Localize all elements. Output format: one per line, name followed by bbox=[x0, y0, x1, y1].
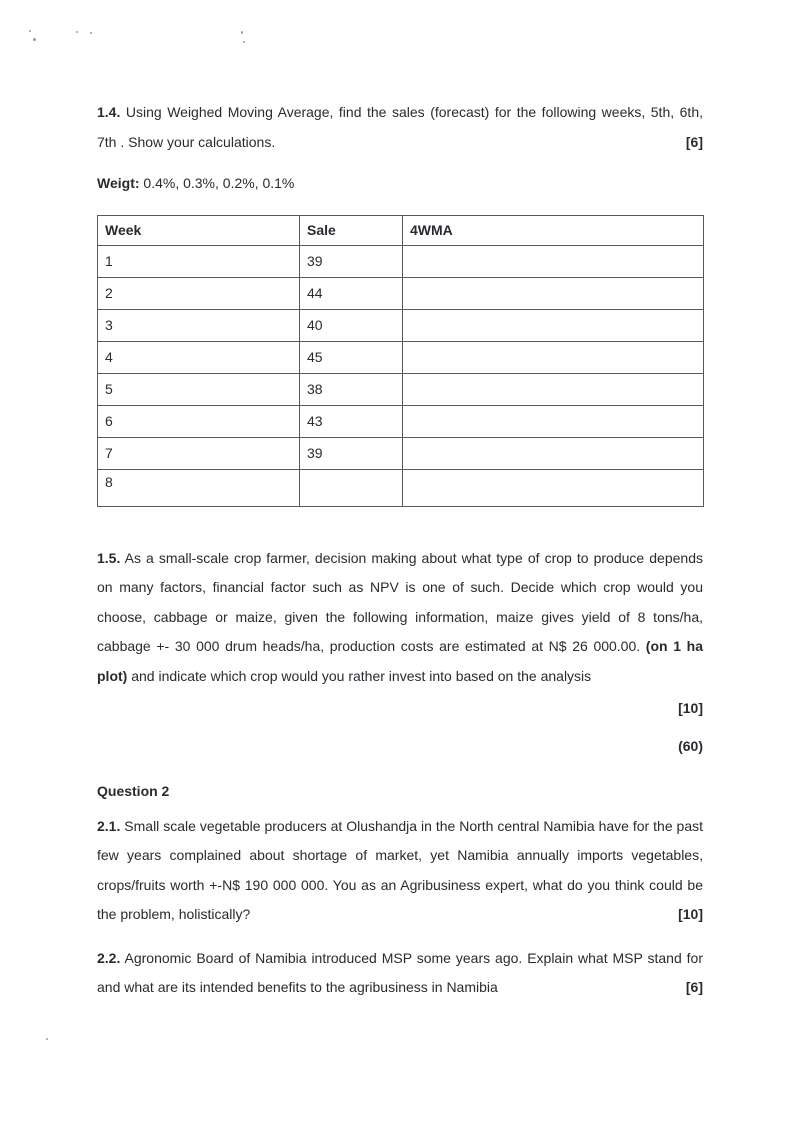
table-row bbox=[98, 373, 704, 405]
week-cell: 2 bbox=[98, 277, 300, 309]
question-2-2-paragraph bbox=[97, 944, 703, 1003]
column-header-sale: Sale bbox=[300, 215, 403, 245]
week-cell: 4 bbox=[98, 341, 300, 373]
wma-cell bbox=[403, 405, 704, 437]
scan-speck bbox=[76, 31, 78, 33]
question-1-4-number: 1.4. bbox=[97, 104, 121, 120]
sale-cell: 44 bbox=[300, 277, 403, 309]
column-header-week: Week bbox=[98, 215, 300, 245]
week-cell: 5 bbox=[98, 373, 300, 405]
column-header-4wma: 4WMA bbox=[403, 215, 704, 245]
table-row bbox=[98, 245, 704, 277]
week-cell: 6 bbox=[98, 405, 300, 437]
wma-cell bbox=[403, 341, 704, 373]
week-cell: 3 bbox=[98, 309, 300, 341]
wma-cell bbox=[403, 373, 704, 405]
question-2-2-number: 2.2. bbox=[97, 949, 121, 966]
wma-cell bbox=[403, 437, 704, 469]
question-1-4-text: Using Weighed Moving Average, find the sales (forecast) for the following weeks, 5th, 6th, 7th . Show your calculations. bbox=[97, 104, 703, 150]
week-cell: 7 bbox=[98, 437, 300, 469]
sale-cell: 38 bbox=[300, 373, 403, 405]
sales-table bbox=[97, 215, 704, 507]
question-1-5-text-1: As a small-scale crop farmer, decision making about what type of crop to produce depends on many factors, financial factor such as NPV is one of such. Decide which crop would you choose, cabbage or maize, given the following information, maize gives yield of 8 tons/ha, cabbage +- 30 000 drum heads/ha, production costs are estimated at N$ 26 000.00. bbox=[97, 549, 703, 654]
sale-cell: 39 bbox=[300, 437, 403, 469]
question-2-1-marks-badge: [10] bbox=[678, 906, 703, 922]
question-1-5-text-2: and indicate which crop would you rather invest into based on the analysis bbox=[127, 667, 592, 684]
sale-cell: 45 bbox=[300, 341, 403, 373]
sale-cell: 39 bbox=[300, 245, 403, 277]
section-total-badge: (60) bbox=[678, 737, 703, 754]
sale-cell: 43 bbox=[300, 405, 403, 437]
table-row bbox=[98, 405, 704, 437]
table-row bbox=[98, 341, 704, 373]
scan-speck bbox=[29, 30, 31, 32]
question-1-4-marks-badge: [6] bbox=[685, 133, 703, 150]
question-2-2-marks-badge: [6] bbox=[685, 979, 703, 995]
question-1-4-paragraph bbox=[97, 98, 703, 157]
weights-label: Weigt: bbox=[97, 175, 140, 191]
sale-cell: 40 bbox=[300, 309, 403, 341]
table-header-row bbox=[98, 215, 704, 245]
question-2-1-text: Small scale vegetable producers at Olushandja in the North central Namibia have for the past few years complained about shortage of market, yet Namibia annually imports vegetables, crops/fruits worth +-N$ 190 000 000. You as an Agribusiness expert, what do you think could be the problem, holistically? bbox=[97, 817, 703, 922]
wma-cell bbox=[403, 277, 704, 309]
question-1-5-marks-badge: [10] bbox=[678, 700, 703, 716]
scan-speck bbox=[241, 31, 243, 34]
question-2-heading: Question 2 bbox=[97, 783, 170, 799]
document-content bbox=[97, 98, 703, 1003]
question-1-5-number: 1.5. bbox=[97, 549, 121, 566]
wma-cell bbox=[403, 309, 704, 341]
wma-cell bbox=[403, 469, 704, 506]
table-row bbox=[98, 277, 704, 309]
weights-line bbox=[97, 169, 703, 199]
scan-speck bbox=[90, 32, 92, 34]
question-1-5-bold-phrase: (on 1 ha plot) bbox=[97, 638, 703, 684]
scan-speck bbox=[46, 1038, 48, 1040]
table-row bbox=[98, 469, 704, 506]
week-cell: 8 bbox=[98, 469, 300, 506]
question-1-5-paragraph bbox=[97, 544, 703, 692]
question-2-2-text: Agronomic Board of Namibia introduced MSP some years ago. Explain what MSP stand for and what are its intended benefits to the agribusiness in Namibia bbox=[97, 949, 703, 995]
week-cell: 1 bbox=[98, 245, 300, 277]
weights-value: 0.4%, 0.3%, 0.2%, 0.1% bbox=[139, 175, 295, 191]
scan-speck bbox=[33, 38, 36, 41]
table-row bbox=[98, 437, 704, 469]
question-2-1-paragraph bbox=[97, 812, 703, 930]
sale-cell bbox=[300, 469, 403, 506]
question-2-1-number: 2.1. bbox=[97, 817, 121, 834]
wma-cell bbox=[403, 245, 704, 277]
table-row bbox=[98, 309, 704, 341]
scan-speck bbox=[243, 41, 245, 43]
